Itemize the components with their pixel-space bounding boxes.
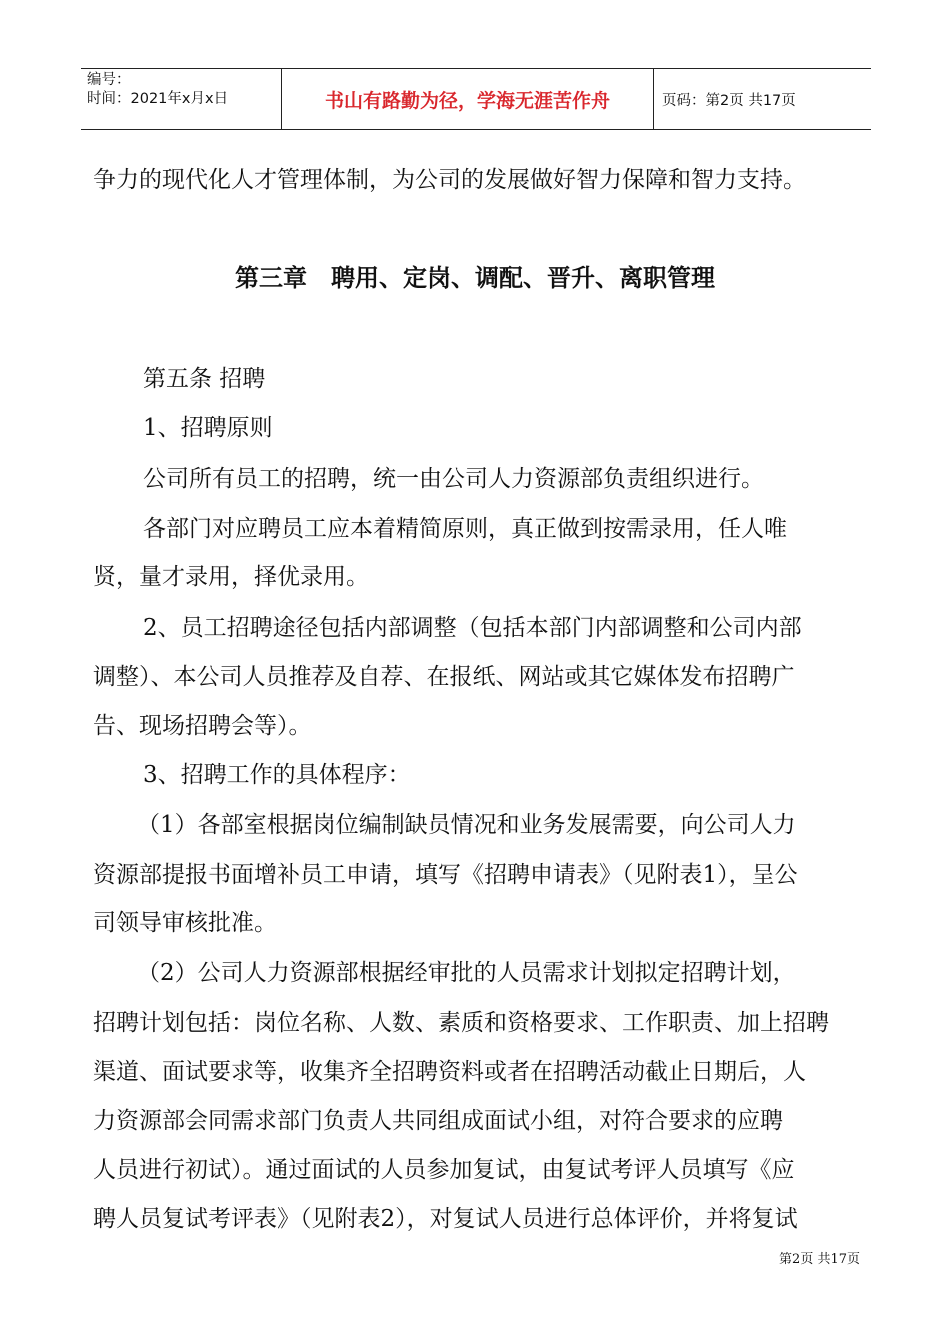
paragraph-line: 公司所有员工的招聘，统一由公司人力资源部负责组织进行。 xyxy=(143,466,764,492)
paragraph-line: 告、现场招聘会等）。 xyxy=(93,713,312,739)
paragraph-line: 渠道、面试要求等，收集齐全招聘资料或者在招聘活动截止日期后，人 xyxy=(93,1059,806,1085)
paragraph-line: （1）各部室根据岗位编制缺员情况和业务发展需要，向公司人力 xyxy=(137,812,796,838)
page-footer: 第2页 共17页 xyxy=(779,1252,860,1267)
paragraph-line: 司领导审核批准。 xyxy=(93,910,277,936)
header-page-label: 页码：第2页 共17页 xyxy=(662,92,796,109)
page-header xyxy=(81,68,871,130)
article-title: 第五条 招聘 xyxy=(143,366,266,392)
paragraph-line: （2）公司人力资源部根据经审批的人员需求计划拟定招聘计划， xyxy=(137,960,796,986)
paragraph-line: 贤，量才录用，择优录用。 xyxy=(93,564,369,590)
paragraph-line: 人员进行初试）。通过面试的人员参加复试，由复试考评人员填写《应 xyxy=(93,1157,795,1183)
number-label: 编号： xyxy=(87,72,131,88)
paragraph-line: 聘人员复试考评表》（见附表2），对复试人员进行总体评价，并将复试 xyxy=(93,1206,798,1232)
item-heading: 1、招聘原则 xyxy=(143,415,273,441)
item-heading: 3、招聘工作的具体程序： xyxy=(143,762,411,788)
body-line: 争力的现代化人才管理体制，为公司的发展做好智力保障和智力支持。 xyxy=(93,167,806,193)
header-meta xyxy=(81,69,282,129)
paragraph-line: 调整）、本公司人员推荐及自荐、在报纸、网站或其它媒体发布招聘广 xyxy=(93,664,795,690)
paragraph-line: 2、员工招聘途径包括内部调整（包括本部门内部调整和公司内部 xyxy=(143,615,802,641)
header-motto: 书山有路勤为径，学海无涯苦作舟 xyxy=(282,69,654,129)
chapter-title: 第三章 聘用、定岗、调配、晋升、离职管理 xyxy=(235,264,715,292)
paragraph-line: 力资源部会同需求部门负责人共同组成面试小组，对符合要求的应聘 xyxy=(93,1108,783,1134)
time-label: 时间：2021年x月x日 xyxy=(87,91,229,107)
paragraph-line: 资源部提报书面增补员工申请，填写《招聘申请表》（见附表1），呈公 xyxy=(93,862,798,888)
paragraph-line: 各部门对应聘员工应本着精简原则，真正做到按需录用，任人唯 xyxy=(143,516,787,542)
paragraph-line: 招聘计划包括：岗位名称、人数、素质和资格要求、工作职责、加上招聘 xyxy=(93,1010,829,1036)
